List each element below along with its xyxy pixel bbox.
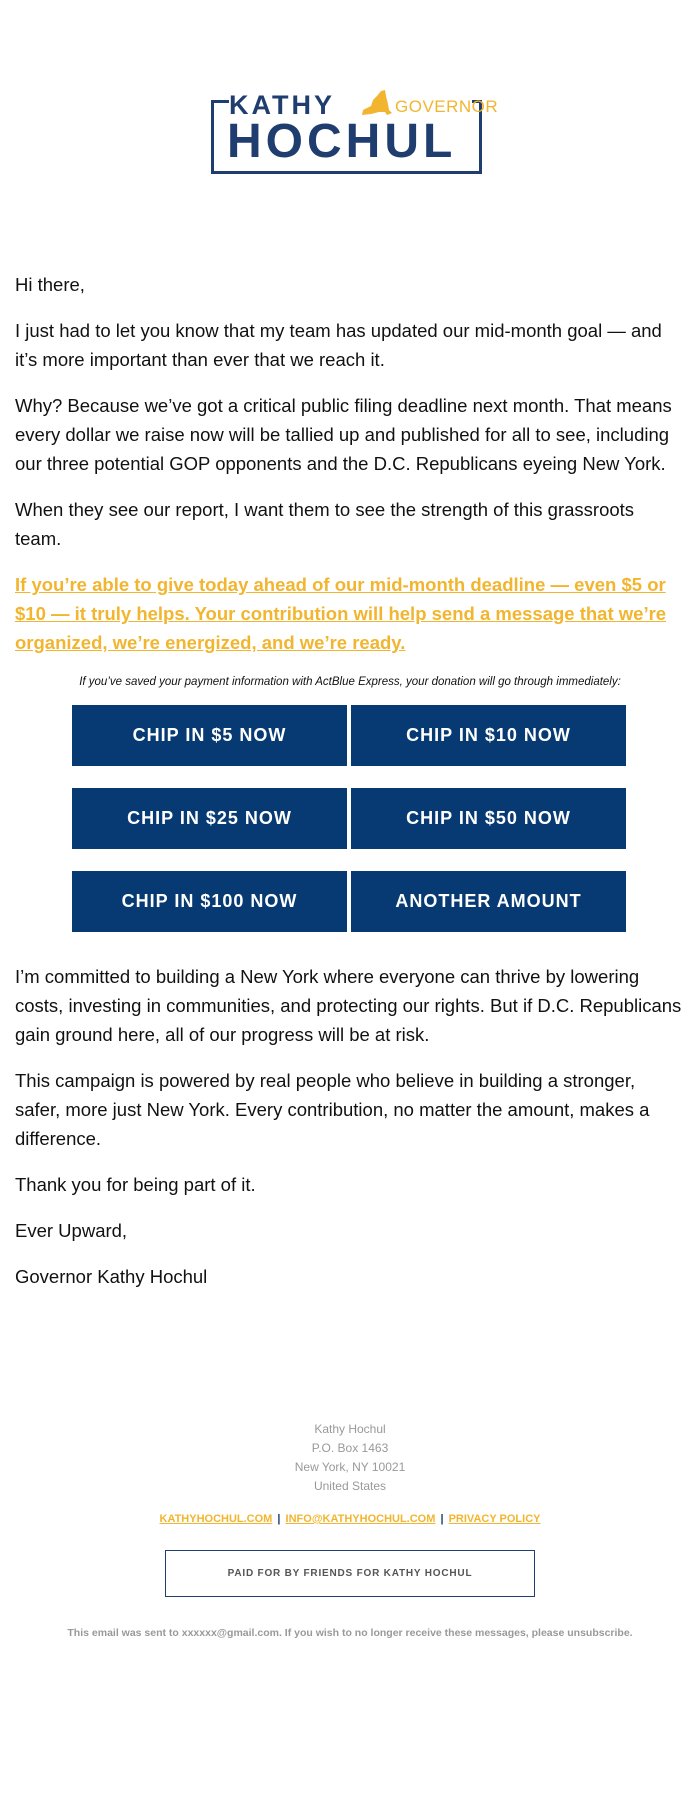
footer-links <box>0 1511 700 1527</box>
body-paragraph: This campaign is powered by real people who believe in building a stronger, safer, more just New York. Every contribution, no matter the amount, makes a difference. <box>15 1070 650 1149</box>
body-paragraph: When they see our report, I want them to see the strength of this grassroots team. <box>15 499 635 549</box>
chip-in-25-button[interactable]: CHIP IN $25 NOW <box>72 788 347 849</box>
greeting: Hi there, <box>15 274 85 295</box>
kathy-hochul-logo <box>211 90 499 176</box>
privacy-policy-link[interactable]: PRIVACY POLICY <box>448 1513 541 1525</box>
body-paragraph: Why? Because we’ve got a critical public filing deadline next month. That means every dollar we raise now will be tallied up and published for all to see, including our three potential GOP opponents and the D.C. Republicans eyeing New York. <box>15 395 672 474</box>
donation-buttons <box>72 705 685 932</box>
body-paragraph: Thank you for being part of it. <box>15 1174 256 1195</box>
address-line: Kathy Hochul <box>314 1422 386 1436</box>
mailing-address <box>0 1420 700 1496</box>
address-line: P.O. Box 1463 <box>311 1441 389 1455</box>
body-paragraph: I just had to let you know that my team has updated our mid-month goal — and it’s more important than ever that we reach it. <box>15 320 662 370</box>
logo-last-name: HOCHUL <box>227 115 457 168</box>
signature: Governor Kathy Hochul <box>15 1266 208 1287</box>
chip-in-10-button[interactable]: CHIP IN $10 NOW <box>351 705 626 766</box>
paid-for-disclaimer: PAID FOR BY FRIENDS FOR KATHY HOCHUL <box>165 1550 535 1597</box>
donate-cta-link[interactable]: If you’re able to give today ahead of our mid-month deadline — even $5 or $10 — it truly helps. Your contribution will help send a message that we’re organized, we’re energized, and we’re ready. <box>15 574 667 653</box>
another-amount-button[interactable]: ANOTHER AMOUNT <box>351 871 626 932</box>
website-link[interactable]: KATHYHOCHUL.COM <box>159 1513 273 1525</box>
logo-first-name: KATHY <box>229 90 335 120</box>
link-separator: | <box>277 1513 281 1525</box>
address-line: New York, NY 10021 <box>294 1460 406 1474</box>
unsubscribe-notice[interactable]: This email was sent to xxxxxx@gmail.com. If you wish to no longer receive these messages, please unsubscribe. <box>67 1627 633 1639</box>
logo-governor-title: GOVERNOR <box>395 97 499 116</box>
chip-in-50-button[interactable]: CHIP IN $50 NOW <box>351 788 626 849</box>
body-paragraph: I’m committed to building a New York where everyone can thrive by lowering costs, investing in communities, and protecting our rights. But if D.C. Republicans gain ground here, all of our progress will be at risk. <box>15 966 682 1045</box>
email-body <box>15 270 685 1308</box>
chip-in-100-button[interactable]: CHIP IN $100 NOW <box>72 871 347 932</box>
actblue-express-note: If you’ve saved your payment information with ActBlue Express, your donation will go through immediately: <box>79 676 621 688</box>
closing: Ever Upward, <box>15 1220 128 1241</box>
address-line: United States <box>313 1479 387 1493</box>
link-separator: | <box>440 1513 444 1525</box>
email-link[interactable]: INFO@KATHYHOCHUL.COM <box>285 1513 436 1525</box>
email-footer <box>0 1420 700 1639</box>
chip-in-5-button[interactable]: CHIP IN $5 NOW <box>72 705 347 766</box>
new-york-state-icon <box>359 88 393 118</box>
